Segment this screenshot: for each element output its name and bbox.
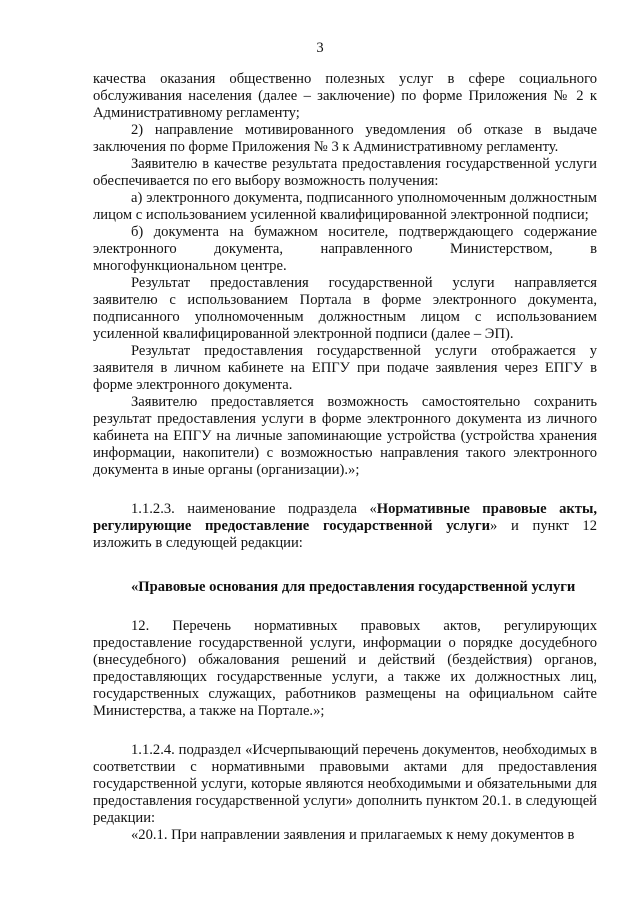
paragraph-option-b: б) документа на бумажном носителе, подтверждающего содержание электронного документа, направленного Министерством, в многофункциональном центре.	[93, 224, 597, 274]
paragraph-item-12: 12. Перечень нормативных правовых актов, регулирующих предоставление государственной услуги, информации о порядке досудебного (внесудебного) обжалования решений и действий (бездействия) органов, предоставляющих государственные услуги, а также их должностных лиц, государственных служащих, работников размещены на официальном сайте Министерства, а также на Портале.»;	[93, 618, 597, 719]
paragraph-1-1-2-3	[93, 501, 597, 552]
spacer	[93, 479, 597, 501]
bold-subsection-title: Нормативные правовые акты, регулирующие предоставление государственной услуги	[93, 501, 598, 534]
paragraph-1-1-2-4: 1.1.2.4. подраздел «Исчерпывающий перечень документов, необходимых в соответствии с нормативными правовыми актами для предоставления государственной услуги, которые являются необходимыми и обязательными для предоставления государственной услуги» дополнить пунктом 20.1. в следующей редакции:	[93, 742, 597, 826]
paragraph-item-2: 2) направление мотивированного уведомления об отказе в выдаче заключения по форме Приложения № 3 к Административному регламенту.	[93, 122, 597, 155]
spacer	[93, 596, 597, 618]
paragraph-result-cabinet: Результат предоставления государственной услуги отображается у заявителя в личном кабинете на ЕПГУ при подаче заявления через ЕПГУ в форме электронного документа.	[93, 343, 597, 393]
paragraph-item-20-1: «20.1. При направлении заявления и прилагаемых к нему документов в	[131, 827, 575, 843]
document-body	[93, 71, 597, 844]
paragraph-result-portal: Результат предоставления государственной услуги направляется заявителю с использованием Портала в форме электронного документа, подписанного уполномоченным должностным лицом с использованием усиленной квалифицированной электронной подписи (далее – ЭП).	[93, 275, 597, 342]
paragraph-option-a: а) электронного документа, подписанного уполномоченным должностным лицом с использованием усиленной квалифицированной электронной подписи;	[93, 190, 597, 223]
text-run: » и пункт 12 изложить в следующей редакции:	[93, 518, 597, 551]
paragraph-result-options: Заявителю в качестве результата предоставления государственной услуги обеспечивается по его выбору возможность получения:	[93, 156, 597, 189]
paragraph-save-result: Заявителю предоставляется возможность самостоятельно сохранить результат предоставления услуги в форме электронного документа из личного кабинета на ЕПГУ на личные запоминающие устройства (устройства хранения информации, накопители) с возможностью направления такого электронного документа в иные органы (организации).»;	[93, 394, 597, 478]
text-run: 1.1.2.3. наименование подраздела «	[131, 501, 377, 517]
paragraph-continuation: качества оказания общественно полезных услуг в сфере социального обслуживания населения (далее – заключение) по форме Приложения № 2 к Административному регламенту;	[93, 71, 597, 121]
spacer	[93, 552, 597, 579]
page-number: 3	[316, 40, 324, 56]
section-heading: «Правовые основания для предоставления государственной услуги	[131, 579, 576, 595]
spacer	[93, 720, 597, 742]
